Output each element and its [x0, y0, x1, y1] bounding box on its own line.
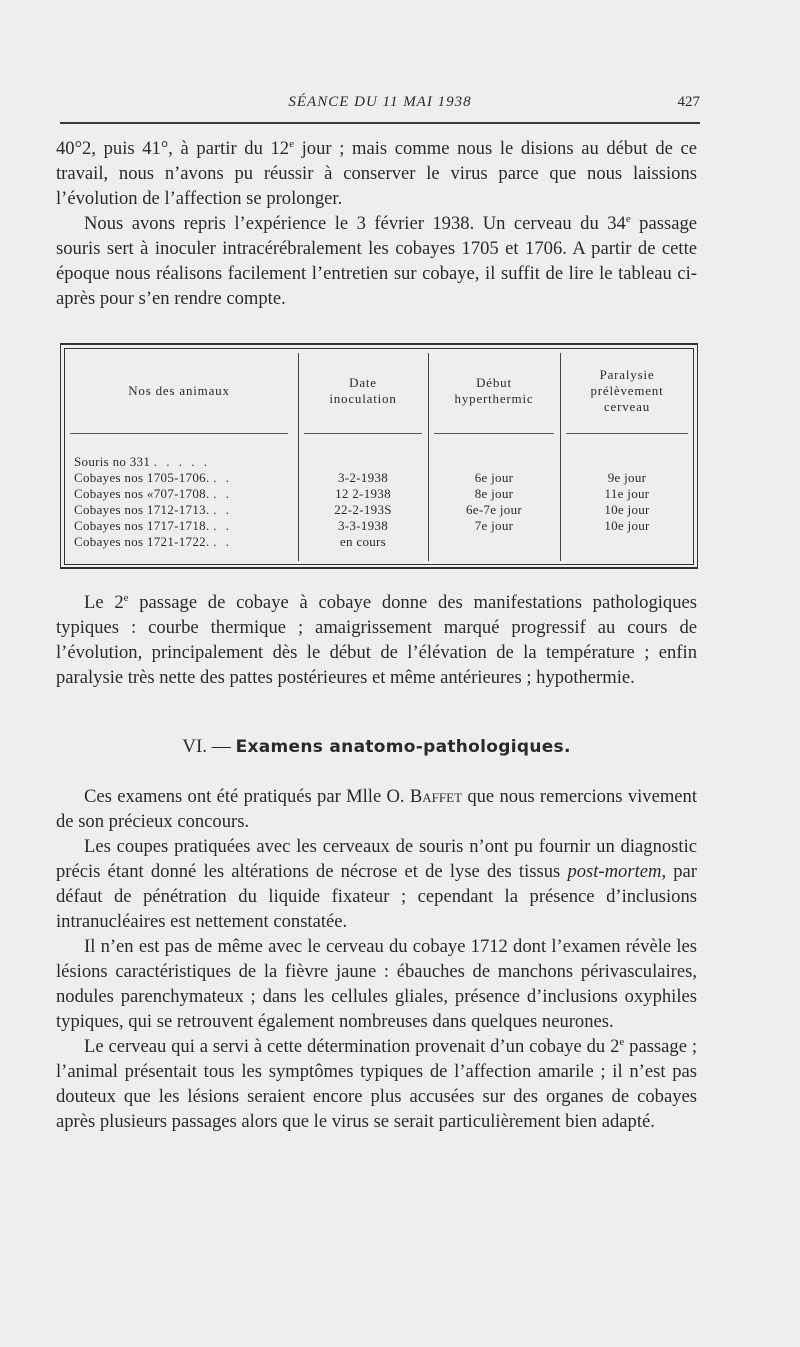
text-run: passage souris sert à inoculer intracérébralement les cobayes 1705 et 1706. A partir de cette époque nous réalisons facilement l’entretien sur cobaye, il suffit de lire le tableau ci-après pour s’en rendre compte.: [56, 213, 697, 309]
cell-date: 3-3-1938: [337, 518, 389, 533]
cell-animal: Cobayes nos 1705-1706.: [74, 470, 210, 485]
column-divider: [560, 353, 561, 561]
text-run: jour ; mais comme nous le disions au début de ce travail, nous n’avons pu réussir à conserver le virus parce que nous laissions l’évolution de l’affection se prolonger.: [56, 138, 697, 209]
text-run: 40°2, puis 41°, à partir du 12: [56, 138, 290, 159]
running-head-title: SÉANCE DU 11 MAI 1938: [288, 94, 472, 110]
cell-paralysie: 11e jour: [604, 486, 650, 501]
passage-table: [60, 343, 698, 569]
table-row: [74, 470, 296, 486]
cell-date: en cours: [339, 534, 387, 549]
cell-animal: Cobayes nos «707-1708.: [74, 486, 210, 501]
superscript: e: [619, 1035, 625, 1048]
cell-date: 12 2-1938: [335, 486, 391, 501]
header-line: Paralysie: [599, 367, 655, 382]
section-title: Examens anatomo-pathologiques.: [235, 737, 571, 757]
text-block-examens: [56, 784, 697, 1134]
cell-animal: Cobayes nos 1717-1718.: [74, 518, 210, 533]
header-line: hyperthermic: [454, 391, 534, 406]
dot-leader: . . . . .: [153, 454, 210, 469]
cell-animal: Souris no 331: [74, 454, 151, 469]
paragraph: [56, 834, 697, 934]
dot-leader: . .: [213, 534, 232, 549]
header-separator: [566, 433, 688, 434]
cell-paralysie: 9e jour: [607, 470, 647, 485]
cell-paralysie: 10e jour: [604, 502, 650, 517]
running-head: [60, 92, 700, 116]
header-separator: [70, 433, 288, 434]
cell-animal: Cobayes nos 1712-1713.: [74, 502, 210, 517]
cell-date: 3-2-1938: [337, 470, 389, 485]
page-number: 427: [677, 94, 700, 110]
paragraph: [56, 211, 697, 311]
paragraph: [56, 784, 697, 834]
text-run: Le cerveau qui a servi à cette détermination provenait d’un cobaye du 2: [84, 1036, 620, 1057]
text-run: que nous remercions vivement de son précieux concours.: [56, 786, 698, 832]
table-row: [74, 454, 296, 470]
cell-debut: 8e jour: [474, 486, 514, 501]
text-run: Le 2: [84, 592, 124, 613]
cell-debut: 6e jour: [474, 470, 514, 485]
superscript: e: [289, 137, 294, 150]
cell-debut: 7e jour: [474, 518, 514, 533]
header-separator: [434, 433, 554, 434]
dot-leader: . .: [213, 518, 232, 533]
header-animaux: Nos des animaux: [128, 383, 230, 398]
superscript: e: [625, 212, 631, 225]
section-number: VI. —: [182, 736, 236, 757]
text-run: Nous avons repris l’expérience le 3 février 1938. Un cerveau du 34: [84, 213, 626, 234]
text-run: passage ; l’animal présentait tous les symptômes typiques de l’affection amarile ; il n’est pas douteux que les lésions seraient encore plus accusées sur des organes de cobayes après plusieurs passages alors que le virus se serait particulièrement bien adapté.: [56, 1036, 697, 1132]
paragraph: [56, 1034, 697, 1134]
header-separator: [304, 433, 422, 434]
header-debut: [430, 375, 558, 407]
superscript: e: [123, 591, 129, 604]
header-line: Date: [349, 375, 377, 390]
column-divider: [428, 353, 429, 561]
header-line: cerveau: [603, 399, 650, 414]
cell-date: 22-2-193S: [334, 502, 392, 517]
cell-debut: 6e-7e jour: [465, 502, 523, 517]
paragraph: [56, 934, 697, 1034]
header-line: prélèvement: [590, 383, 664, 398]
italic-term: post-mortem: [567, 861, 662, 882]
section-heading: [56, 736, 697, 758]
paragraph: [56, 136, 697, 211]
text-run: Ces examens ont été pratiqués par Mlle O.: [84, 786, 410, 807]
text-run: , par défaut de pénétration du liquide fixateur ; cependant la présence d’inclusions intranucléaires est nettement constatée.: [56, 861, 697, 932]
header-line: inoculation: [329, 391, 397, 406]
text-run: passage de cobaye à cobaye donne des manifestations pathologiques typiques : courbe thermique ; amaigrissement marqué progressif au cours de l’évolution, principalement dès le début de l’élévation de la température ; enfin paralysie très nette des pattes postérieures et même antérieures ; hypothermie.: [56, 592, 697, 688]
cell-animal: Cobayes nos 1721-1722.: [74, 534, 210, 549]
dot-leader: . .: [213, 486, 232, 501]
cell-paralysie: 10e jour: [604, 518, 650, 533]
author-name: Baffet: [409, 786, 463, 807]
header-line: Début: [476, 375, 512, 390]
text-run: Il n’en est pas de même avec le cerveau du cobaye 1712 dont l’examen révèle les lésions caractéristiques de la fièvre jaune : ébauches de manchons périvasculaires, nodules parenchymateux ; dans les cellules gliales, présence d’inclusions oxyphiles typiques, qui se retrouvent également nombreuses dans quelques neurones.: [56, 936, 697, 1032]
text-run: Les coupes pratiquées avec les cerveaux de souris n’ont pu fournir un diagnostic précis étant donné les altérations de nécrose et de lyse des tissus: [56, 836, 697, 882]
dot-leader: . .: [213, 502, 232, 517]
header-date: [300, 375, 426, 407]
header-paralysie: [562, 367, 692, 415]
table-row: [74, 502, 296, 518]
table-row: [74, 486, 296, 502]
text-block-passage: [56, 590, 697, 690]
table-row: [74, 518, 296, 534]
dot-leader: . .: [213, 470, 232, 485]
table-row: [74, 534, 296, 550]
column-divider: [298, 353, 299, 561]
paragraph: [56, 590, 697, 690]
header-rule: [60, 122, 700, 124]
text-block-intro: [56, 136, 697, 311]
